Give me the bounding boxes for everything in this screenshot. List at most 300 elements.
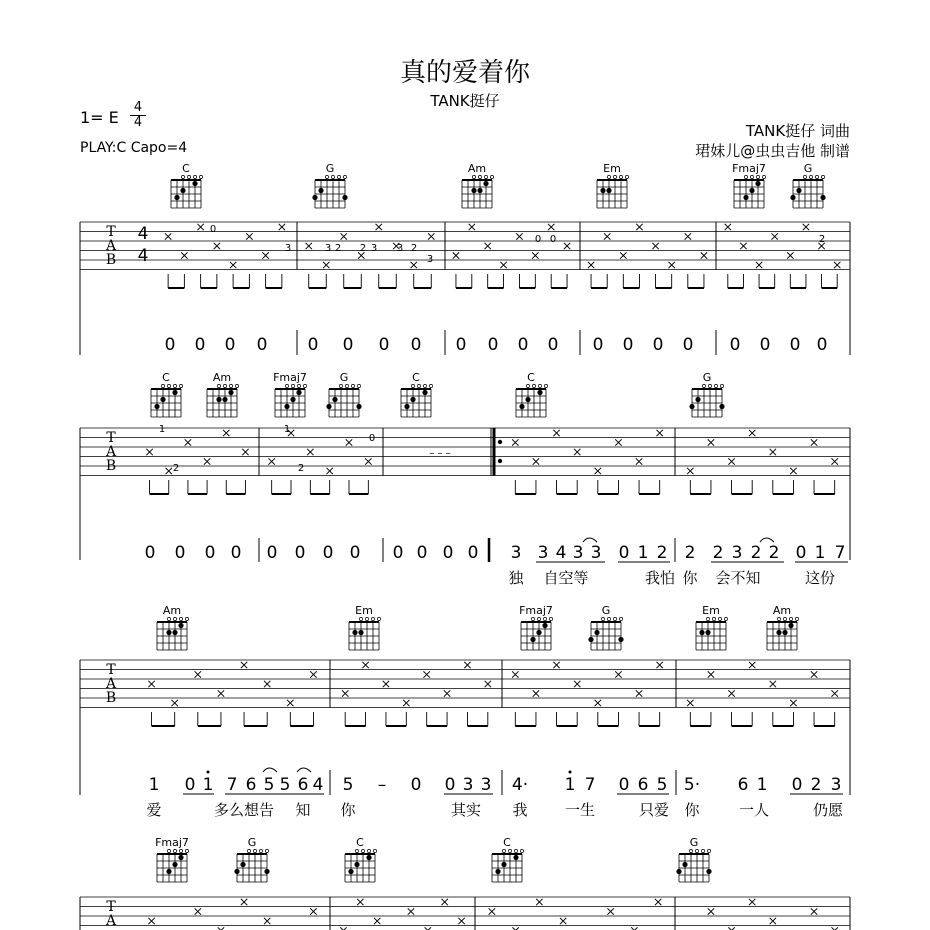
jianpu-high-dot	[207, 771, 210, 774]
jianpu-note: 6	[297, 775, 309, 795]
open-string	[411, 384, 414, 387]
chord-name: Em	[702, 604, 720, 617]
open-string	[607, 617, 610, 620]
chord-name: Fmaj7	[155, 836, 189, 849]
finger-dot	[501, 862, 506, 867]
tab-fret-number: 2	[334, 243, 342, 254]
open-string	[720, 384, 723, 387]
jianpu-note: 0	[791, 775, 803, 795]
tab-x-mark	[408, 908, 414, 914]
jianpu-note: 0	[759, 335, 771, 355]
chord-diagram	[689, 384, 724, 417]
lyric: 我怕	[644, 569, 676, 587]
chord-diagram	[492, 849, 524, 882]
chord-name: Am	[467, 162, 487, 175]
lyric: 我	[512, 801, 528, 819]
tab-x-mark	[230, 262, 236, 268]
jianpu-note: 2	[656, 543, 668, 563]
tab-clef-a: A	[105, 238, 117, 254]
jianpu-tie	[263, 768, 277, 772]
tab-clef-b: B	[105, 458, 117, 474]
finger-dot	[530, 637, 535, 642]
jianpu-note: 1	[148, 775, 160, 795]
tab-x-mark	[146, 449, 152, 455]
jianpu-note: 0	[816, 335, 828, 355]
chord-name: Em	[355, 604, 373, 617]
tab-rest: – – –	[429, 448, 451, 459]
jianpu-high-dot	[569, 771, 572, 774]
chord-name: Fmaj7	[273, 371, 307, 384]
open-string	[345, 384, 348, 387]
tab-x-mark	[365, 458, 371, 464]
open-string	[484, 175, 487, 178]
jianpu-note: 0	[517, 335, 529, 355]
finger-dot	[689, 404, 694, 409]
finger-dot	[296, 390, 301, 395]
finger-dot	[348, 869, 353, 874]
chord-name: Fmaj7	[519, 604, 553, 617]
repeat-dot	[498, 440, 502, 444]
jianpu-note: 1	[564, 775, 576, 795]
jianpu-note: 3	[480, 775, 492, 795]
open-string	[173, 849, 176, 852]
tab-x-mark	[197, 224, 203, 230]
tab-fret-number: 0	[549, 234, 557, 245]
tab-x-mark	[604, 233, 610, 239]
open-string	[173, 384, 176, 387]
chord-name: G	[325, 162, 335, 175]
tab-time-top: 4	[137, 224, 149, 244]
tab-x-mark	[532, 252, 538, 258]
tab-x-mark	[749, 430, 755, 436]
open-string	[538, 384, 541, 387]
finger-dot	[495, 869, 500, 874]
finger-dot	[358, 630, 363, 635]
jianpu-note: 5	[656, 775, 668, 795]
open-string	[247, 849, 250, 852]
chord-diagram	[401, 384, 433, 417]
tab-x-mark	[770, 918, 776, 924]
finger-dot	[782, 630, 787, 635]
open-string	[185, 617, 188, 620]
jianpu-note: 0	[174, 543, 186, 563]
tab-fret-number: 3	[284, 243, 292, 254]
lyric: 其实	[450, 801, 482, 819]
chord-diagram	[312, 175, 347, 208]
open-string	[472, 175, 475, 178]
open-string	[339, 384, 342, 387]
tab-x-mark	[453, 252, 459, 258]
tab-x-mark	[620, 252, 626, 258]
jianpu-note: 0	[204, 543, 216, 563]
chord-name: C	[356, 836, 364, 849]
lyric: 这份	[804, 569, 836, 587]
finger-dot	[477, 188, 482, 193]
open-string	[490, 175, 493, 178]
jianpu-note: 0	[410, 775, 422, 795]
open-string	[544, 384, 547, 387]
finger-dot	[166, 869, 171, 874]
jianpu-note: 3	[731, 543, 743, 563]
finger-dot	[594, 630, 599, 635]
tab-x-mark	[834, 262, 840, 268]
open-string	[478, 175, 481, 178]
open-string	[173, 617, 176, 620]
jianpu-note: 0	[622, 335, 634, 355]
tab-x-mark	[362, 662, 368, 668]
tab-x-mark	[148, 918, 154, 924]
song-title: 真的爱着你	[399, 58, 530, 88]
finger-dot	[216, 397, 221, 402]
tab-x-mark	[214, 243, 220, 249]
tab-x-mark	[771, 233, 777, 239]
jianpu-note: 2	[750, 543, 762, 563]
finger-dot	[788, 623, 793, 628]
tab-clef-t: T	[106, 662, 116, 678]
lyric: 你	[340, 801, 356, 819]
tab-x-mark	[148, 681, 154, 687]
tab-x-mark	[411, 262, 417, 268]
jianpu-note: 0	[467, 543, 479, 563]
tab-x-mark	[484, 243, 490, 249]
chord-name: G	[702, 371, 712, 384]
tab-x-mark	[485, 681, 491, 687]
lyric: 独	[508, 569, 524, 587]
open-string	[285, 384, 288, 387]
open-string	[702, 384, 705, 387]
finger-dot	[228, 390, 233, 395]
tab-fret-number: 0	[534, 234, 542, 245]
open-string	[762, 175, 765, 178]
finger-dot	[606, 188, 611, 193]
open-string	[181, 175, 184, 178]
open-string	[744, 175, 747, 178]
tab-x-mark	[423, 671, 429, 677]
open-string	[371, 617, 374, 620]
open-string	[377, 617, 380, 620]
jianpu-note: 0	[256, 335, 268, 355]
tab-x-mark	[656, 662, 662, 668]
jianpu-note: 7	[584, 775, 596, 795]
jianpu-note: 4·	[511, 775, 529, 795]
tab-x-mark	[533, 690, 539, 696]
lyric: 多么想告	[213, 801, 275, 819]
open-string	[373, 849, 376, 852]
open-string	[167, 384, 170, 387]
open-string	[265, 849, 268, 852]
open-string	[714, 384, 717, 387]
time-signature-bottom: 4	[130, 115, 146, 130]
finger-dot	[172, 630, 177, 635]
jianpu-note: 0	[144, 543, 156, 563]
tab-x-mark	[701, 252, 707, 258]
chord-diagram	[734, 175, 766, 208]
open-string	[193, 175, 196, 178]
open-string	[185, 849, 188, 852]
lyric: 一生	[564, 801, 596, 819]
open-string	[229, 384, 232, 387]
open-string	[167, 617, 170, 620]
finger-dot	[366, 855, 371, 860]
tab-x-mark	[803, 224, 809, 230]
finger-dot	[600, 188, 605, 193]
finger-dot	[312, 195, 317, 200]
finger-dot	[422, 390, 427, 395]
tab-x-mark	[553, 662, 559, 668]
chord-name: Am	[162, 604, 182, 617]
finger-dot	[234, 869, 239, 874]
finger-dot	[755, 181, 760, 186]
jianpu-note: 0	[194, 335, 206, 355]
open-string	[607, 175, 610, 178]
jianpu-note: 0	[342, 335, 354, 355]
tab-x-mark	[831, 690, 837, 696]
chord-name: G	[247, 836, 257, 849]
open-string	[167, 849, 170, 852]
chord-name: C	[503, 836, 511, 849]
jianpu-note: 2	[810, 775, 822, 795]
tab-x-mark	[310, 908, 316, 914]
tab-fret-number: 2	[359, 243, 367, 254]
tab-x-mark	[607, 908, 613, 914]
finger-dot	[264, 869, 269, 874]
jianpu-tie	[760, 538, 774, 542]
tab-x-mark	[264, 681, 270, 687]
tab-clef-t: T	[106, 899, 116, 915]
chord-name: Am	[212, 371, 232, 384]
tab-x-mark	[307, 449, 313, 455]
chord-diagram	[157, 849, 189, 882]
open-string	[543, 617, 546, 620]
tab-x-mark	[279, 224, 285, 230]
tab-x-mark	[536, 899, 542, 905]
jianpu-note: 0	[682, 335, 694, 355]
tab-x-mark	[728, 458, 734, 464]
chord-name: Em	[603, 162, 621, 175]
lyric: 爱	[146, 801, 162, 819]
finger-dot	[749, 188, 754, 193]
lyric: 知	[295, 801, 311, 819]
lyric: 只爱	[638, 801, 670, 819]
jianpu-note: 7	[834, 543, 846, 563]
tab-x-mark	[218, 690, 224, 696]
finger-dot	[536, 630, 541, 635]
tab-x-mark	[171, 700, 177, 706]
open-string	[199, 175, 202, 178]
finger-dot	[682, 862, 687, 867]
tab-fret-number: 3	[396, 243, 404, 254]
jianpu-note: 6	[737, 775, 749, 795]
jianpu-note: 3	[537, 543, 549, 563]
tab-x-mark	[185, 439, 191, 445]
tab-x-mark	[326, 468, 332, 474]
tab-x-mark	[668, 262, 674, 268]
jianpu-note: 1	[637, 543, 649, 563]
open-string	[253, 849, 256, 852]
open-string	[613, 175, 616, 178]
open-string	[777, 617, 780, 620]
tab-fret-number: 0	[368, 433, 376, 444]
jianpu-note: 0	[795, 543, 807, 563]
open-string	[526, 384, 529, 387]
open-string	[601, 617, 604, 620]
open-string	[718, 617, 721, 620]
tab-x-mark	[728, 690, 734, 696]
open-string	[417, 384, 420, 387]
tab-x-mark	[195, 671, 201, 677]
open-string	[815, 175, 818, 178]
chord-diagram	[171, 175, 203, 208]
jianpu-note: 0	[652, 335, 664, 355]
open-string	[821, 175, 824, 178]
tab-fret-number: 2	[410, 243, 418, 254]
finger-dot	[483, 181, 488, 186]
jianpu-note: 0	[618, 543, 630, 563]
tab-x-mark	[636, 224, 642, 230]
lyric: 你	[682, 569, 698, 587]
open-string	[355, 849, 358, 852]
tab-fret-number: 1	[158, 424, 166, 435]
finger-dot	[326, 404, 331, 409]
tab-x-mark	[749, 662, 755, 668]
open-string	[179, 384, 182, 387]
chord-name: C	[162, 371, 170, 384]
tab-x-mark	[708, 908, 714, 914]
finger-dot	[796, 188, 801, 193]
tab-x-mark	[241, 899, 247, 905]
open-string	[297, 384, 300, 387]
open-string	[706, 617, 709, 620]
open-string	[337, 175, 340, 178]
chord-diagram	[676, 849, 711, 882]
jianpu-note: 0	[487, 335, 499, 355]
chord-diagram	[234, 849, 269, 882]
tab-x-mark	[383, 681, 389, 687]
tab-clef-t: T	[106, 430, 116, 446]
chord-name: C	[527, 371, 535, 384]
tab-x-mark	[204, 458, 210, 464]
finger-dot	[352, 630, 357, 635]
jianpu-note: 0	[224, 335, 236, 355]
finger-dot	[192, 181, 197, 186]
finger-dot	[706, 869, 711, 874]
jianpu-note: –	[377, 775, 387, 795]
open-string	[514, 849, 517, 852]
open-string	[708, 384, 711, 387]
tab-x-mark	[831, 458, 837, 464]
jianpu-note: 0	[547, 335, 559, 355]
open-string	[724, 617, 727, 620]
finger-dot	[695, 397, 700, 402]
finger-dot	[354, 862, 359, 867]
open-string	[187, 175, 190, 178]
finger-dot	[178, 623, 183, 628]
open-string	[756, 175, 759, 178]
open-string	[331, 175, 334, 178]
open-string	[343, 175, 346, 178]
tab-x-mark	[652, 243, 658, 249]
chord-diagram	[588, 617, 623, 650]
finger-dot	[537, 390, 542, 395]
open-string	[789, 617, 792, 620]
finger-dot	[676, 869, 681, 874]
jianpu-note: 0	[416, 543, 428, 563]
tab-x-mark	[376, 224, 382, 230]
open-string	[809, 175, 812, 178]
chord-diagram	[345, 849, 377, 882]
jianpu-note: 6	[637, 775, 649, 795]
tab-x-mark	[469, 224, 475, 230]
open-string	[235, 384, 238, 387]
tab-x-mark	[811, 439, 817, 445]
finger-dot	[172, 390, 177, 395]
finger-dot	[588, 637, 593, 642]
tab-x-mark	[811, 908, 817, 914]
chord-diagram	[462, 175, 494, 208]
tab-x-mark	[287, 700, 293, 706]
jianpu-note: 3	[462, 775, 474, 795]
chord-name: C	[182, 162, 190, 175]
open-string	[365, 617, 368, 620]
finger-dot	[719, 404, 724, 409]
finger-dot	[699, 630, 704, 635]
open-string	[325, 175, 328, 178]
tab-x-mark	[516, 233, 522, 239]
open-string	[361, 849, 364, 852]
tab-x-mark	[500, 262, 506, 268]
open-string	[712, 617, 715, 620]
tab-x-mark	[687, 468, 693, 474]
finger-dot	[404, 404, 409, 409]
chord-diagram	[767, 617, 799, 650]
tab-x-mark	[489, 908, 495, 914]
tab-x-mark	[223, 430, 229, 436]
open-string	[259, 849, 262, 852]
finger-dot	[160, 397, 165, 402]
finger-dot	[410, 397, 415, 402]
song-artist: TANK挺仔	[430, 92, 500, 110]
tab-fret-number: 2	[172, 463, 180, 474]
finger-dot	[154, 404, 159, 409]
tab-x-mark	[464, 662, 470, 668]
tab-x-mark	[595, 700, 601, 706]
open-string	[223, 384, 226, 387]
tab-x-mark	[564, 243, 570, 249]
jianpu-note: 0	[230, 543, 242, 563]
chord-diagram	[790, 175, 825, 208]
tab-x-mark	[708, 671, 714, 677]
chord-name: G	[339, 371, 349, 384]
tab-x-mark	[740, 243, 746, 249]
lyric: 自空等	[543, 569, 589, 587]
tab-x-mark	[512, 439, 518, 445]
tab-x-mark	[787, 252, 793, 258]
finger-dot	[519, 404, 524, 409]
tab-x-mark	[655, 899, 661, 905]
jianpu-note: 4	[312, 775, 324, 795]
tab-x-mark	[756, 262, 762, 268]
open-string	[502, 849, 505, 852]
chord-name: C	[412, 371, 420, 384]
jianpu-note: 0	[307, 335, 319, 355]
open-string	[803, 175, 806, 178]
open-string	[531, 617, 534, 620]
finger-dot	[513, 855, 518, 860]
jianpu-note: 0	[392, 543, 404, 563]
tab-x-mark	[574, 681, 580, 687]
tab-time-bottom: 4	[137, 246, 149, 266]
tab-x-mark	[588, 262, 594, 268]
